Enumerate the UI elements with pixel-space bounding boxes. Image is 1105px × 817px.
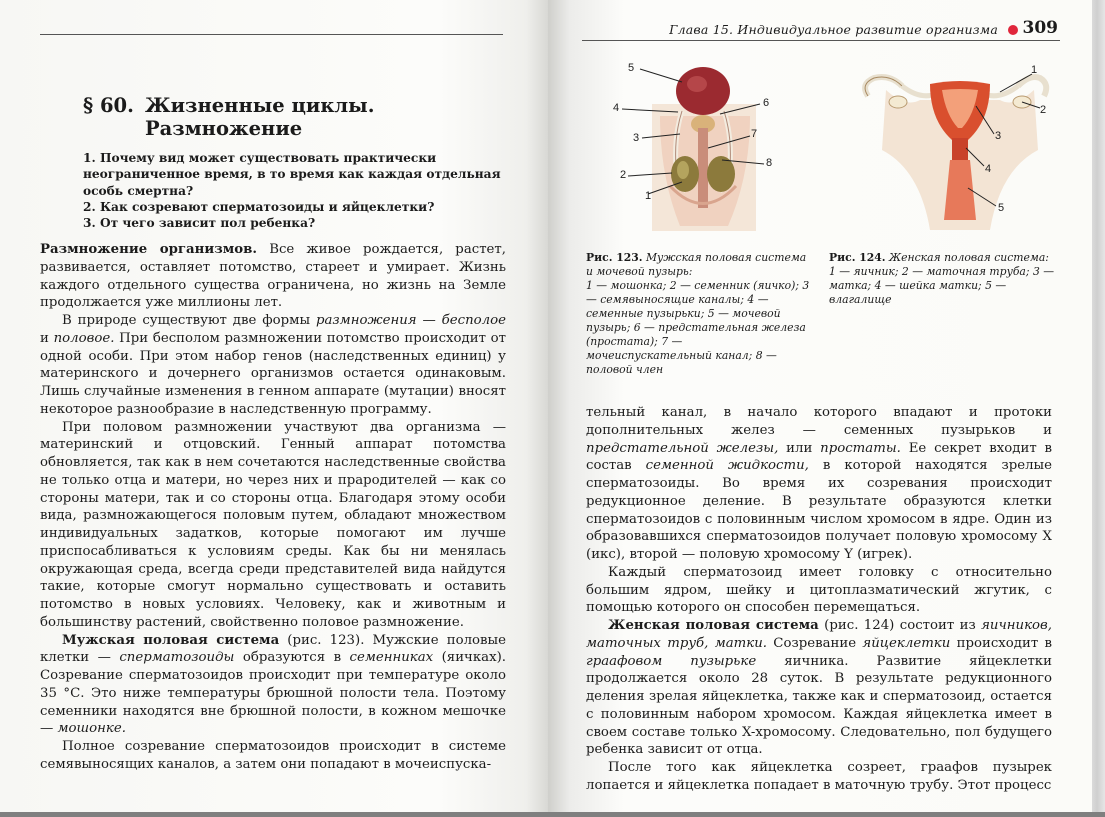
term: семенной жидкости, xyxy=(645,458,809,474)
caption-figure-123 xyxy=(586,251,811,377)
text-run: Ее секрет входит в состав xyxy=(586,440,1052,474)
review-questions xyxy=(83,150,508,231)
paragraph-heading: Мужская половая система xyxy=(62,632,280,648)
ovary-left xyxy=(889,96,907,108)
paragraph-heading: Размножение организмов. xyxy=(40,242,258,257)
fig124-label-1: 1 xyxy=(1031,64,1038,76)
paragraph-forms xyxy=(40,312,506,419)
running-header xyxy=(582,16,1060,41)
top-rule xyxy=(40,34,503,35)
fig124-label-5: 5 xyxy=(998,202,1005,214)
figure-124-female-system xyxy=(850,60,1060,230)
paragraph-continued xyxy=(586,404,1052,564)
paragraph-maturation: Полное созревание сперматозоидов происходит в системе семявыносящих каналов, а затем они попадают в мочеиспуска- xyxy=(40,739,506,772)
paragraph-male-system xyxy=(40,632,506,739)
paragraph-female-system xyxy=(586,617,1052,759)
text-run: или xyxy=(778,440,821,456)
cervix-shape xyxy=(952,138,968,160)
fig124-label-3: 3 xyxy=(995,130,1002,142)
testis-right xyxy=(707,156,735,192)
caption-title: Женская половая система: xyxy=(885,251,1049,264)
question-line: неограниченное время, в то время как каждая отдельная xyxy=(83,167,501,182)
paragraph-sperm: Каждый сперматозоид имеет головку с относительно большим ядром, шейку и цитоплазматический жгутик, с помощью которого он способен перемещаться. xyxy=(586,564,1052,616)
text-run: и xyxy=(40,330,54,346)
question-line: особь смертна? xyxy=(83,183,194,198)
text-run: образуются в xyxy=(234,650,350,666)
urethra-shape xyxy=(698,128,708,208)
fig124-label-4: 4 xyxy=(985,163,992,175)
paragraph-heading: Женская половая система xyxy=(608,618,819,633)
caption-items: 1 — яичник; 2 — маточная труба; 3 — матка; 4 — шейка матки; 5 — влагалище xyxy=(829,265,1055,306)
caption-number: Рис. 123. xyxy=(586,251,643,264)
term: граафовом пузырьке xyxy=(586,653,757,669)
page-number: 309 xyxy=(1022,18,1058,38)
fig123-label-1: 1 xyxy=(645,190,652,202)
fig123-label-7: 7 xyxy=(751,128,758,140)
term: яйцеклетки xyxy=(862,635,951,651)
red-dot-icon xyxy=(1008,25,1018,35)
page-edge xyxy=(1092,0,1105,812)
term: сперматозоиды xyxy=(119,650,235,666)
text-run: В природе существуют две формы xyxy=(62,313,316,328)
bottom-border xyxy=(0,812,1105,817)
figure-123-male-system xyxy=(600,56,800,231)
paragraph-sexual: При половом размножении участвуют два организма — материнский и отцовский. Генный аппарат потомства обновляется, так как в нем сочетаются наследственные свойства не только отца и матери, но через них и прародителей — как со стороны матери, так и со стороны отца. Благодаря этому особи вида, размножающегося половым путем, обладают множеством индивидуальных задатков, которые помогают им лучше приспосабливаться к условиям среды. Как бы ни менялась окружающая среда, всегда среди представителей вида найдутся такие, которые смогут нормально существовать и оставить потомство в новых условиях. Человеку, как и животным и большинству растений, свойственно половое размножение. xyxy=(40,419,506,630)
text-run: яичника. Развитие яйцеклетки продолжается около 28 суток. В результате редукционного деления зрелая яйцеклетка, также как и сперматозоид, остается с половинным набором хромосом. Каждая яйцеклетка имеет в своем составе только X-хромосому. Следовательно, пол будущего ребенка зависит от отца. xyxy=(586,653,1052,758)
caption-title: Мужская половая система и мочевой пузырь: xyxy=(586,251,807,278)
term: простаты. xyxy=(820,440,901,456)
caption-figure-124 xyxy=(829,251,1059,307)
leader-line xyxy=(640,69,682,82)
text-run: (яичках). Созревание сперматозоидов происходит при температуре около 35 °С. Это ниже температуры брюшной полости тела. Поэтому семенники находятся вне брюшной полости, в кожном мешочке — xyxy=(40,650,506,737)
caption-number: Рис. 124. xyxy=(829,251,886,264)
title-line-1: Жизненные циклы. xyxy=(145,94,375,117)
text-run: (рис. 124) состоит из xyxy=(818,618,982,633)
title-line-2: Размножение xyxy=(145,117,303,140)
left-body-text xyxy=(40,241,506,774)
term: половое. xyxy=(53,330,115,346)
question-line: 2. Как созревают сперматозоиды и яйцеклетки? xyxy=(83,199,435,214)
term: семенниках xyxy=(349,650,434,666)
text-run: тельный канал, в начало которого впадают и протоки дополнительных желез — семенных пузырьков и xyxy=(586,405,1052,438)
bladder-highlight xyxy=(687,76,707,92)
right-body-text xyxy=(586,404,1052,795)
paragraph-reproduction xyxy=(40,241,506,312)
left-page xyxy=(0,0,548,812)
text-run: При бесполом размножении потомство происходит от одной особи. При этом набор генов (наследственных единиц) у материнского и дочернего организмов остается одинаковым. Лишь случайные изменения в генном аппарате (мутации) вносят некоторое разнообразие в наследственную программу. xyxy=(40,330,506,417)
section-number: § 60. xyxy=(83,94,134,117)
term: яичников, маточных труб, матки. xyxy=(586,618,1052,651)
chapter-header: Глава 15. Индивидуальное развитие организма xyxy=(669,22,998,37)
fig123-label-4: 4 xyxy=(613,102,620,114)
testis-highlight xyxy=(677,161,689,179)
bladder-shape xyxy=(676,67,730,115)
text-run: Созревание xyxy=(766,635,863,651)
fig123-label-6: 6 xyxy=(763,97,770,109)
text-run: в которой находятся зрелые сперматозоиды. Во время их созревания происходит редукционное деление. В результате образуются клетки сперматозоидов с половинным числом хромосом в ядре. Один из образовавшихся сперматозоидов получает половую хромосому X (икс), второй — половую хромосому Y (игрек). xyxy=(586,458,1053,562)
term: предстательной железы, xyxy=(586,440,779,456)
fig123-label-3: 3 xyxy=(633,132,640,144)
term: размножения — бесполое xyxy=(315,313,506,328)
fig123-label-5: 5 xyxy=(628,62,635,74)
section-title xyxy=(83,94,375,140)
question-line: 3. От чего зависит пол ребенка? xyxy=(83,216,316,231)
paragraph-text: Все живое рождается, растет, развивается, оставляет потомство, стареет и умирает. Жизнь каждого отдельного существа ограничена, но жизнь на Земле продолжается уже миллионы лет. xyxy=(40,242,507,311)
paragraph-ovulation: После того как яйцеклетка созреет, граафов пузырек лопается и яйцеклетка попадает в маточную трубу. Этот процесс xyxy=(586,760,1052,793)
caption-items: 1 — мошонка; 2 — семенник (яичко); 3 — семявыносящие каналы; 4 — семенные пузырьки; 5 — мочевой пузырь; 6 — предстательная железа (простата); 7 — мочеиспускательный канал; 8 — половой член xyxy=(586,279,810,376)
fig123-label-8: 8 xyxy=(766,157,773,169)
text-run: (рис. 123). Мужские половые клетки — xyxy=(40,632,507,666)
term: мошонке. xyxy=(57,721,126,737)
text-run: происходит в xyxy=(950,635,1052,651)
question-line: 1. Почему вид может существовать практически xyxy=(83,151,437,165)
fig124-label-2: 2 xyxy=(1040,104,1047,116)
fig123-label-2: 2 xyxy=(620,169,627,181)
